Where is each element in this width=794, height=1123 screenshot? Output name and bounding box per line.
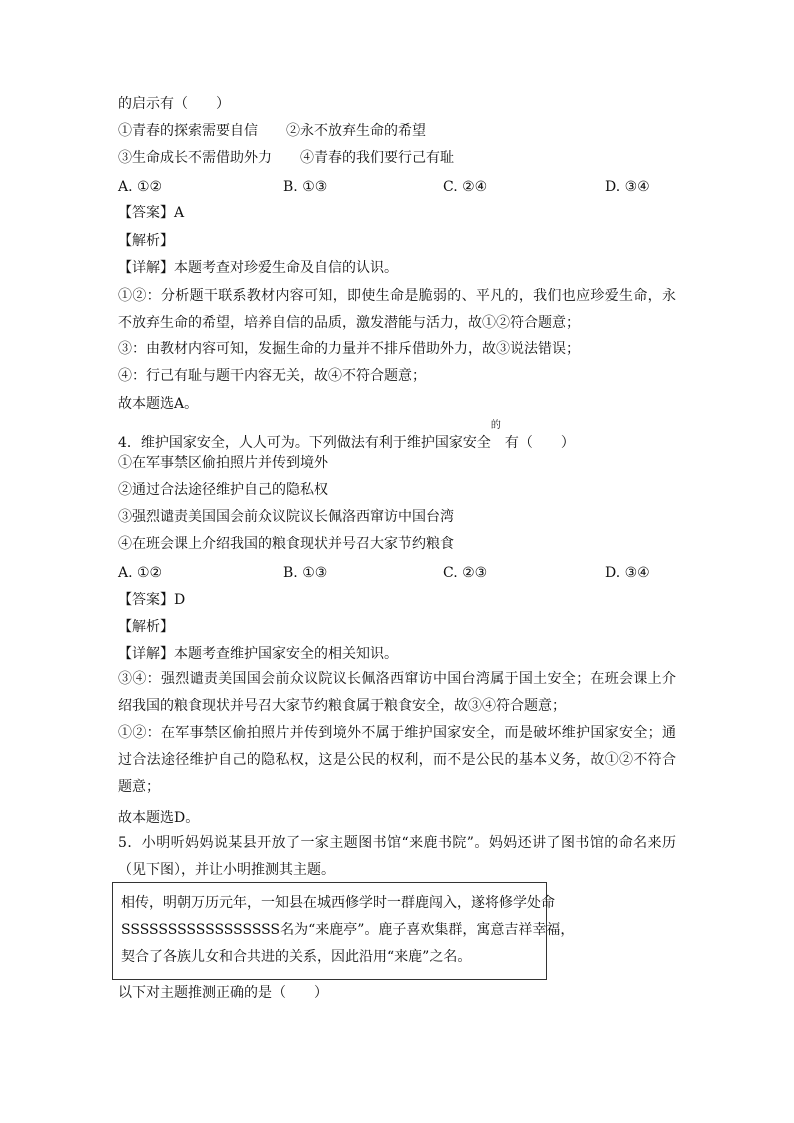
q3-analysis-heading: 【解析】 <box>118 233 174 249</box>
q4-para-2: ①②：在军事禁区偷拍照片并传到境外不属于维护国家安全，而是破坏维护国家安全；通过合法途径维护自己的隐私权，这是公民的权利，而不是公民的基本义务，故①②不符合题意； <box>118 725 676 795</box>
q4-stem-superscript: 的 <box>490 420 501 431</box>
q3-conclusion: 故本题选A。 <box>118 396 199 412</box>
q4-conclusion: 故本题选D。 <box>118 810 200 826</box>
q4-item-2: ②通过合法途径维护自己的隐私权 <box>118 482 328 498</box>
q3-para-3: ④：行己有耻与题干内容无关，故④不符合题意； <box>118 368 426 384</box>
q5-box-line-2: SSSSSSSSSSSSSSSSS名为“来鹿亭”。鹿子喜欢集群，寓意吉祥幸福， <box>121 922 575 938</box>
q4-para-1: ③④：强烈谴责美国国会前众议院议长佩洛西窜访中国台湾属于国土安全；在班会课上介绍我国的粮食现状并号召大家节约粮食属于粮食安全，故③④符合题意； <box>118 671 676 714</box>
q4-stem-end: 有（ ） <box>504 435 575 451</box>
q4-item-3: ③强烈谴责美国国会前众议院议长佩洛西窜访中国台湾 <box>118 509 454 525</box>
q4-analysis-heading: 【解析】 <box>118 619 174 635</box>
q5-stem: 5．小明听妈妈说某县开放了一家主题图书馆“来鹿书院”。妈妈还讲了图书馆的命名来历（见下图），并让小明推测其主题。 <box>118 835 676 878</box>
q4-stem-line <box>118 420 575 453</box>
q4-stem: 4．维护国家安全，人人可为。下列做法有利于维护国家安全 <box>118 435 491 451</box>
q3-stem-tail: 的启示有（ ） <box>118 96 230 112</box>
q4-options <box>118 563 678 583</box>
q5-legend-box <box>112 882 575 980</box>
q3-option-b: B. ①③ <box>283 179 328 195</box>
q4-option-b: B. ①③ <box>283 565 328 581</box>
q5-box-line-3: 契合了各族儿女和合共进的关系，因此沿用“来鹿”之名。 <box>121 949 472 965</box>
q3-para-2: ③：由教材内容可知，发掘生命的力量并不排斥借助外力，故③说法错误； <box>118 341 580 357</box>
q5-box-line-1: 相传，明朝万历元年，一知县在城西修学时一群鹿闯入，遂将修学处命 <box>121 895 555 911</box>
q4-item-1: ①在军事禁区偷拍照片并传到境外 <box>118 455 328 471</box>
q4-option-c: C. ②③ <box>443 565 488 581</box>
q4-option-a: A. ①② <box>118 565 163 581</box>
q3-item-line-1: ①青春的探索需要自信 ②永不放弃生命的希望 <box>118 123 426 139</box>
q4-item-4: ④在班会课上介绍我国的粮食现状并号召大家节约粮食 <box>118 536 454 552</box>
q4-answer: 【答案】D <box>118 592 186 608</box>
q3-option-c: C. ②④ <box>443 179 488 195</box>
q5-question: 以下对主题推测正确的是（ ） <box>118 985 328 1001</box>
q4-detail: 【详解】本题考查维护国家安全的相关知识。 <box>118 646 398 662</box>
q4-option-d: D. ③④ <box>605 565 650 581</box>
q3-para-1: ①②：分析题干联系教材内容可知，即使生命是脆弱的、平凡的，我们也应珍爱生命，永不放弃生命的希望，培养自信的品质，激发潜能与活力，故①②符合题意； <box>118 288 676 331</box>
q3-option-d: D. ③④ <box>605 179 650 195</box>
q3-option-a: A. ①② <box>118 179 163 195</box>
q3-options <box>118 177 678 197</box>
q3-item-line-2: ③生命成长不需借助外力 ④青春的我们要行己有耻 <box>118 150 454 166</box>
q3-answer: 【答案】A <box>118 205 185 221</box>
q3-detail: 【详解】本题考查对珍爱生命及自信的认识。 <box>118 260 398 276</box>
